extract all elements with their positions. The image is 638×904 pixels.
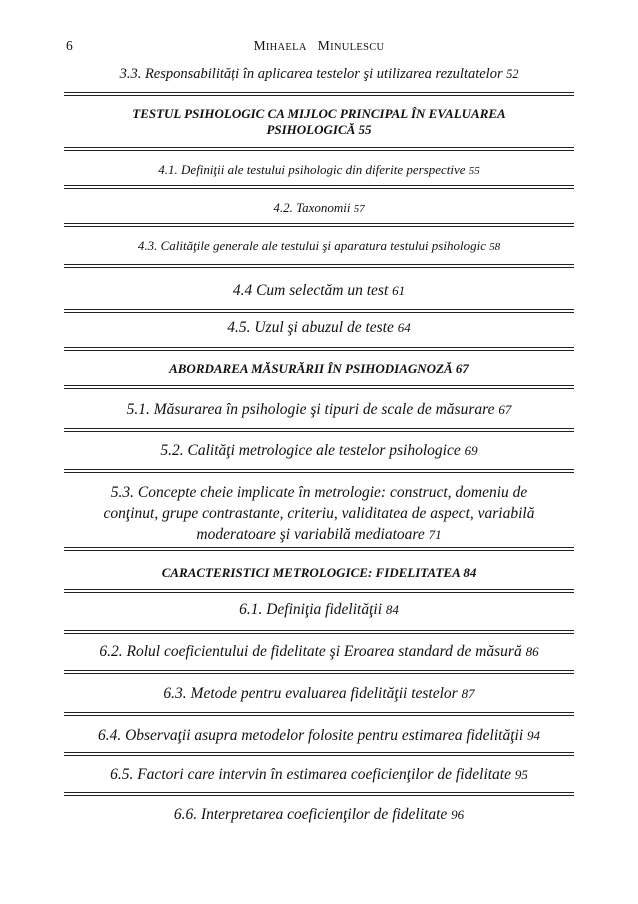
toc-entry-title: 6.3. Metode pentru evaluarea fidelităţii testelor — [163, 685, 458, 702]
toc-entry-title: 3.3. Responsabilități în aplicarea testelor şi utilizarea rezultatelor — [119, 66, 503, 82]
running-header — [0, 38, 638, 56]
toc-page-number: 69 — [464, 443, 478, 458]
toc-chapter-6[interactable] — [64, 565, 574, 581]
page-number: 6 — [66, 38, 73, 53]
toc-entry-4-4[interactable] — [64, 282, 574, 300]
toc-divider — [64, 712, 574, 716]
toc-divider — [64, 147, 574, 151]
toc-entry-title: 5.2. Calităţi metrologice ale testelor psihologice — [160, 442, 461, 459]
toc-entry-title: 6.6. Interpretarea coeficienţilor de fidelitate — [173, 806, 448, 823]
toc-divider — [64, 309, 574, 313]
toc-chapter-title: TESTUL PSIHOLOGIC CA MIJLOC PRINCIPAL ÎN EVALUAREA — [132, 106, 506, 121]
toc-entry-5-2[interactable] — [64, 442, 574, 460]
toc-entry-6-5[interactable] — [64, 766, 574, 784]
toc-entry-title: 5.3. Concepte cheie implicate în metrologie: construct, domeniu de — [110, 484, 528, 501]
toc-entry-4-1[interactable] — [64, 162, 574, 178]
toc-divider — [64, 469, 574, 473]
toc-divider — [64, 347, 574, 351]
toc-entry-title: 6.1. Definiţia fidelităţii — [239, 601, 383, 618]
toc-entry-title: 5.1. Măsurarea în psihologie şi tipuri de scale de măsurare — [126, 401, 495, 418]
toc-divider — [64, 752, 574, 756]
toc-divider — [64, 223, 574, 227]
toc-divider — [64, 92, 574, 96]
toc-divider — [64, 589, 574, 593]
toc-divider — [64, 428, 574, 432]
toc-page-number: 55 — [468, 165, 480, 177]
toc-chapter-title: CARACTERISTICI METROLOGICE: FIDELITATEA — [161, 565, 461, 580]
toc-divider — [64, 670, 574, 674]
toc-entry-6-3[interactable] — [64, 685, 574, 703]
toc-page-number: 61 — [392, 283, 406, 298]
toc-page-number: 95 — [514, 767, 528, 782]
toc-divider — [64, 385, 574, 389]
toc-page-number: 67 — [498, 402, 512, 417]
toc-entry-title: 6.5. Factori care intervin în estimarea coeficienţilor de fidelitate — [110, 766, 511, 783]
toc-entry-4-2[interactable] — [64, 200, 574, 216]
toc-page-number: 96 — [451, 807, 465, 822]
toc-page-number: 52 — [506, 67, 519, 81]
toc-entry-6-6[interactable] — [64, 806, 574, 824]
toc-page-number: 67 — [455, 361, 469, 376]
toc-entry-title: 4.3. Calităţile generale ale testului şi aparatura testului psihologic — [137, 238, 486, 253]
toc-entry-title: 4.2. Taxonomii — [273, 200, 351, 215]
toc-chapter-4[interactable] — [64, 106, 574, 138]
toc-entry-title: 4.5. Uzul şi abuzul de teste — [227, 319, 394, 336]
toc-entry-4-3[interactable] — [64, 238, 574, 254]
toc-entry-title-cont: moderatoare şi variabilă mediatoare — [196, 526, 425, 543]
toc-entry-5-3[interactable] — [64, 482, 574, 545]
author-name: MIHAELA MINULESCU — [253, 38, 385, 53]
toc-entry-6-2[interactable] — [64, 643, 574, 661]
toc-divider — [64, 547, 574, 551]
toc-page-number: 94 — [527, 728, 541, 743]
toc-page-number: 58 — [489, 241, 501, 253]
toc-divider — [64, 792, 574, 796]
toc-entry-title: 4.1. Definiţii ale testului psihologic din diferite perspective — [158, 162, 466, 177]
toc-chapter-title-cont: PSIHOLOGICĂ — [266, 122, 356, 137]
toc-page-number: 57 — [353, 203, 365, 215]
toc-page-number: 84 — [463, 565, 477, 580]
toc-divider — [64, 630, 574, 634]
toc-entry-4-5[interactable] — [64, 319, 574, 337]
toc-chapter-title: ABORDAREA MĂSURĂRII ÎN PSIHODIAGNOZĂ — [169, 361, 453, 376]
toc-entry-title-cont: conţinut, grupe contrastante, criteriu, validitatea de aspect, variabilă — [103, 505, 535, 522]
toc-entry-6-4[interactable] — [64, 727, 574, 745]
toc-page-number: 86 — [525, 644, 539, 659]
toc-entry-3-3[interactable] — [64, 66, 574, 83]
toc-chapter-5[interactable] — [64, 361, 574, 377]
toc-page-number: 64 — [397, 320, 411, 335]
toc-divider — [64, 185, 574, 189]
toc-page-number: 87 — [461, 686, 475, 701]
toc-entry-5-1[interactable] — [64, 401, 574, 419]
toc-entry-title: 6.4. Observaţii asupra metodelor folosite pentru estimarea fidelităţii — [97, 727, 524, 744]
toc-entry-title: 4.4 Cum selectăm un test — [232, 282, 389, 299]
toc-page-number: 71 — [428, 527, 442, 542]
toc-entry-title: 6.2. Rolul coeficientului de fidelitate şi Eroarea standard de măsură — [99, 643, 522, 660]
toc-entry-6-1[interactable] — [64, 601, 574, 619]
toc-divider — [64, 264, 574, 268]
toc-page-number: 84 — [385, 602, 399, 617]
toc-page-number: 55 — [358, 122, 372, 137]
